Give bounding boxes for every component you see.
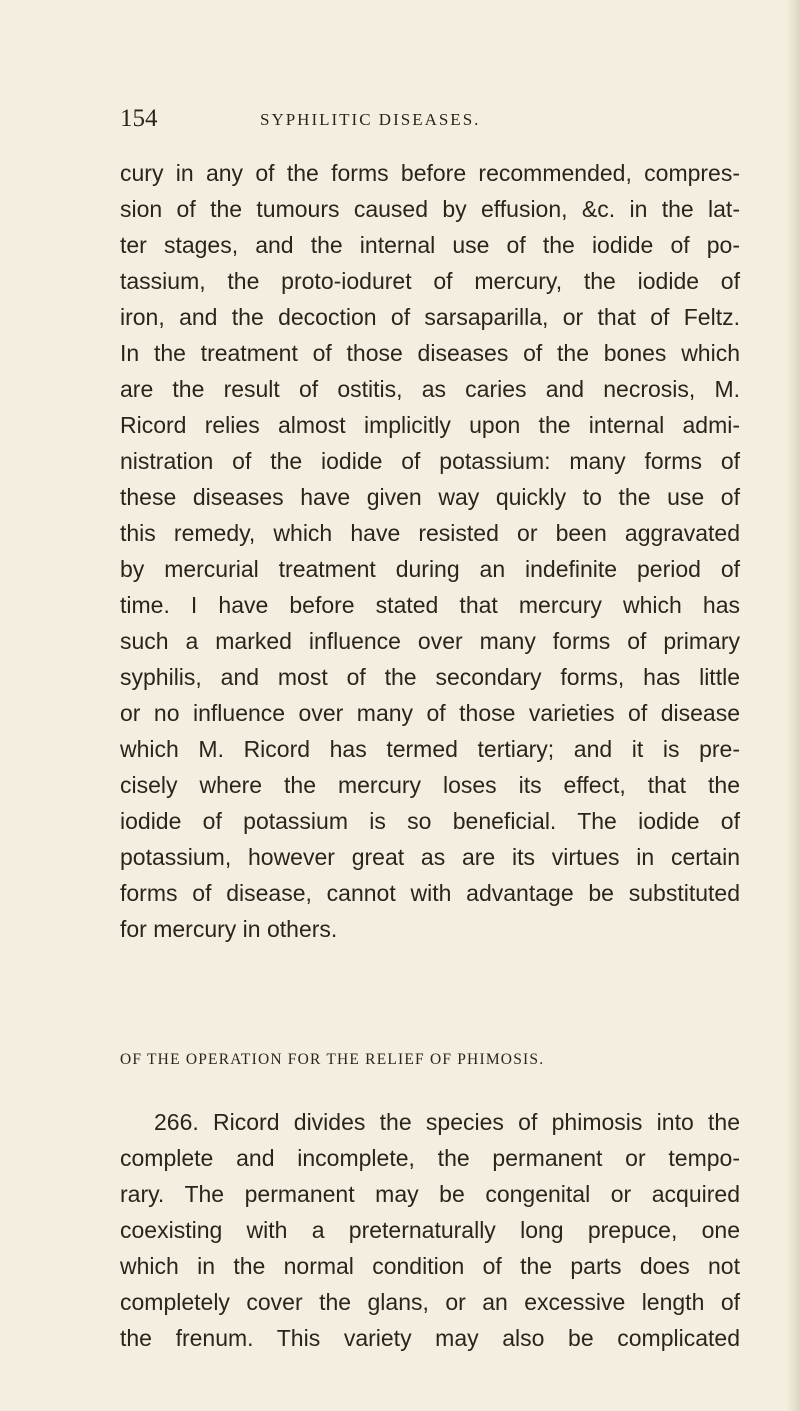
text-line: the frenum. This variety may also be complicated xyxy=(120,1325,740,1351)
text-line: forms of disease, cannot with advantage be substituted xyxy=(120,880,740,906)
page-number: 154 xyxy=(120,105,158,132)
text-line: 266. Ricord divides the species of phimosis into the xyxy=(154,1109,740,1135)
text-line: this remedy, which have resisted or been aggravated xyxy=(120,520,740,546)
text-line: syphilis, and most of the secondary forms, has little xyxy=(120,664,740,690)
section-heading: OF THE OPERATION FOR THE RELIEF OF PHIMOSIS. xyxy=(120,1051,545,1068)
text-line: rary. The permanent may be congenital or acquired xyxy=(120,1181,740,1207)
text-line: such a marked influence over many forms of primary xyxy=(120,628,740,654)
text-line: In the treatment of those diseases of the bones which xyxy=(120,340,740,366)
text-line: iodide of potassium is so beneficial. The iodide of xyxy=(120,808,740,834)
running-head: SYPHILITIC DISEASES. xyxy=(260,110,481,129)
text-line: iron, and the decoction of sarsaparilla, or that of Feltz. xyxy=(120,304,740,330)
text-line: ter stages, and the internal use of the iodide of po- xyxy=(120,232,740,258)
text-line: time. I have before stated that mercury which has xyxy=(120,592,740,618)
text-line: sion of the tumours caused by effusion, &c. in the lat- xyxy=(120,196,740,222)
text-line: which in the normal condition of the parts does not xyxy=(120,1253,740,1279)
text-line: cury in any of the forms before recommended, compres- xyxy=(120,160,740,186)
text-line: Ricord relies almost implicitly upon the internal admi- xyxy=(120,412,740,438)
text-line: which M. Ricord has termed tertiary; and it is pre- xyxy=(120,736,740,762)
text-line: or no influence over many of those varieties of disease xyxy=(120,700,740,726)
text-line: potassium, however great as are its virtues in certain xyxy=(120,844,740,870)
page-header xyxy=(120,104,740,136)
paragraph-1 xyxy=(120,155,740,947)
text-line: by mercurial treatment during an indefinite period of xyxy=(120,556,740,582)
text-line: completely cover the glans, or an excessive length of xyxy=(120,1289,740,1315)
text-line: tassium, the proto-ioduret of mercury, the iodide of xyxy=(120,268,740,294)
text-line: cisely where the mercury loses its effect, that the xyxy=(120,772,740,798)
page-edge-shadow xyxy=(786,0,800,1411)
text-line: for mercury in others. xyxy=(120,916,338,942)
text-line: nistration of the iodide of potassium: many forms of xyxy=(120,448,740,474)
text-line: these diseases have given way quickly to the use of xyxy=(120,484,740,510)
text-line: coexisting with a preternaturally long prepuce, one xyxy=(120,1217,740,1243)
text-line: are the result of ostitis, as caries and necrosis, M. xyxy=(120,376,740,402)
paragraph-2 xyxy=(120,1104,740,1356)
text-line: complete and incomplete, the permanent or tempo- xyxy=(120,1145,740,1171)
